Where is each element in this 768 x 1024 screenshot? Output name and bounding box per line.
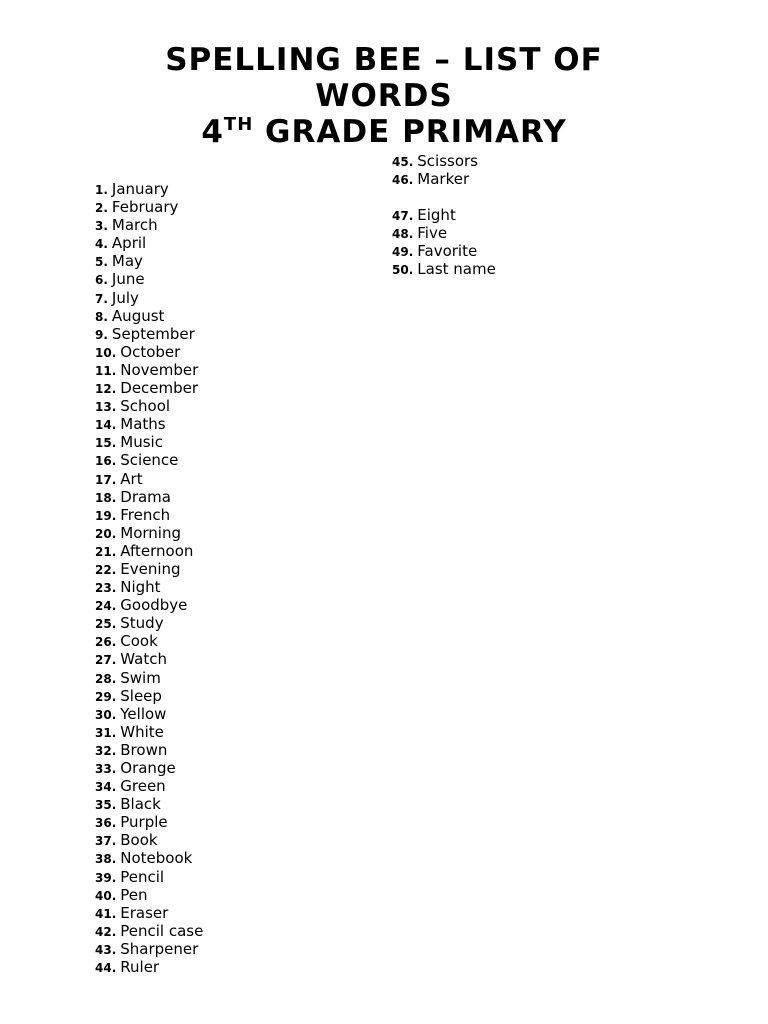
- item-number: 33.: [95, 762, 117, 776]
- list-item: [95, 343, 203, 361]
- list-item: [392, 206, 496, 224]
- item-number: 26.: [95, 635, 117, 650]
- list-item: [95, 723, 203, 741]
- item-word: Brown: [120, 740, 168, 759]
- item-word: Goodbye: [120, 596, 188, 615]
- title-line-2: WORDS: [315, 78, 453, 114]
- item-number: 18.: [95, 490, 117, 505]
- item-word: Orange: [120, 759, 176, 777]
- item-word: Black: [120, 795, 161, 814]
- item-word: February: [111, 198, 179, 217]
- title-line-3: [0, 114, 768, 150]
- item-number: 23.: [95, 581, 117, 596]
- word-list-right: [392, 152, 496, 279]
- list-item: [95, 813, 203, 831]
- item-word: January: [111, 180, 169, 198]
- list-item: [95, 849, 203, 867]
- item-word: December: [120, 379, 199, 398]
- item-number: 46.: [392, 173, 414, 188]
- list-item: [95, 433, 203, 451]
- item-word: Last name: [417, 260, 496, 279]
- item-word: Scissors: [417, 152, 478, 170]
- item-number: 12.: [95, 382, 117, 397]
- list-item: [95, 777, 203, 795]
- item-number: 49.: [392, 245, 414, 260]
- item-word: School: [120, 397, 171, 416]
- item-word: White: [120, 722, 164, 741]
- item-number: 45.: [392, 155, 414, 169]
- item-word: Book: [120, 831, 158, 850]
- title-line-1: SPELLING BEE – LIST OF: [165, 42, 603, 78]
- item-number: 2.: [95, 201, 108, 216]
- list-item: [95, 307, 203, 325]
- list-item: [95, 270, 203, 288]
- item-number: 5.: [95, 255, 108, 270]
- item-word: Night: [120, 578, 161, 597]
- item-number: 3.: [95, 219, 108, 234]
- item-word: Sleep: [120, 686, 162, 705]
- item-number: 35.: [95, 798, 117, 813]
- item-word: Green: [120, 777, 166, 796]
- list-item: [95, 415, 203, 433]
- item-word: May: [111, 252, 143, 271]
- item-word: Favorite: [417, 242, 478, 261]
- item-word: Maths: [120, 415, 166, 434]
- item-number: 24.: [95, 599, 117, 614]
- list-item: [95, 940, 203, 958]
- item-word: Eight: [417, 206, 456, 225]
- item-word: November: [120, 360, 199, 379]
- item-number: 47.: [392, 209, 414, 224]
- item-number: 37.: [95, 834, 117, 849]
- item-number: 28.: [95, 671, 117, 686]
- item-number: 11.: [95, 363, 117, 378]
- item-word: Swim: [120, 668, 161, 687]
- list-item: [95, 506, 203, 524]
- item-word: July: [111, 288, 139, 307]
- word-group-2: [392, 206, 496, 278]
- list-item: [95, 614, 203, 632]
- list-item: [95, 886, 203, 904]
- item-word: Watch: [120, 650, 167, 669]
- item-number: 1.: [95, 183, 108, 197]
- list-item: [95, 795, 203, 813]
- page-title: [0, 42, 768, 150]
- item-number: 27.: [95, 653, 117, 668]
- item-word: Notebook: [120, 849, 193, 868]
- list-item: [95, 470, 203, 488]
- item-number: 10.: [95, 345, 117, 360]
- item-number: 21.: [95, 544, 117, 559]
- item-word: Morning: [120, 523, 181, 542]
- list-gap: [392, 188, 496, 206]
- list-item: [95, 922, 203, 940]
- item-word: Study: [120, 614, 164, 633]
- item-number: 16.: [95, 454, 117, 469]
- item-number: 48.: [392, 227, 414, 242]
- item-number: 30.: [95, 707, 117, 722]
- item-word: June: [111, 270, 145, 289]
- list-item: [95, 542, 203, 560]
- word-list-left: [95, 180, 203, 976]
- item-word: September: [111, 324, 195, 343]
- item-number: 9.: [95, 327, 108, 342]
- item-word: April: [111, 234, 147, 253]
- item-word: Pen: [120, 885, 148, 904]
- item-number: 22.: [95, 562, 117, 577]
- list-item: [95, 904, 203, 922]
- list-item: [95, 325, 203, 343]
- list-item: [95, 234, 203, 252]
- list-item: [95, 831, 203, 849]
- grade-number: 4: [201, 114, 224, 150]
- list-item: [95, 361, 203, 379]
- list-item: [392, 242, 496, 260]
- list-item: [95, 596, 203, 614]
- item-word: Eraser: [120, 903, 169, 922]
- item-number: 29.: [95, 689, 117, 704]
- item-number: 25.: [95, 617, 117, 632]
- list-item: [95, 379, 203, 397]
- item-number: 38.: [95, 852, 117, 867]
- item-word: March: [111, 216, 158, 235]
- item-word: October: [120, 342, 181, 361]
- item-word: Drama: [120, 487, 171, 506]
- grade-ordinal-suffix: TH: [223, 114, 254, 135]
- item-number: 13.: [95, 400, 117, 415]
- list-item: [95, 198, 203, 216]
- item-number: 31.: [95, 725, 117, 740]
- item-number: 44.: [95, 961, 117, 976]
- item-word: Five: [417, 224, 448, 243]
- item-word: Pencil case: [120, 921, 204, 940]
- list-item: [95, 252, 203, 270]
- item-number: 8.: [95, 309, 108, 324]
- item-number: 32.: [95, 743, 117, 758]
- item-word: Science: [120, 451, 179, 470]
- list-item: [392, 170, 496, 188]
- item-word: Ruler: [120, 958, 160, 977]
- item-number: 40.: [95, 888, 117, 903]
- grade-label: GRADE PRIMARY: [253, 114, 567, 150]
- list-item: [95, 669, 203, 687]
- list-item: [95, 650, 203, 668]
- item-number: 14.: [95, 418, 117, 433]
- list-item: [392, 152, 496, 170]
- list-item: [95, 451, 203, 469]
- item-number: 19.: [95, 508, 117, 523]
- list-item: [95, 868, 203, 886]
- item-number: 43.: [95, 942, 117, 957]
- item-number: 4.: [95, 237, 108, 252]
- item-word: Music: [120, 433, 163, 452]
- item-word: French: [120, 505, 171, 524]
- list-item: [95, 632, 203, 650]
- list-item: [95, 705, 203, 723]
- list-item: [95, 289, 203, 307]
- list-item: [95, 687, 203, 705]
- item-word: August: [111, 306, 165, 325]
- list-item: [392, 224, 496, 242]
- list-item: [95, 759, 203, 777]
- item-number: 6.: [95, 273, 108, 288]
- list-item: [95, 958, 203, 976]
- item-word: Cook: [120, 632, 158, 651]
- item-word: Art: [120, 469, 143, 488]
- item-number: 41.: [95, 906, 117, 921]
- item-word: Marker: [417, 170, 470, 189]
- item-number: 39.: [95, 870, 117, 885]
- item-word: Pencil: [120, 867, 165, 886]
- list-item: [95, 397, 203, 415]
- list-item: [95, 578, 203, 596]
- item-word: Sharpener: [120, 939, 199, 958]
- list-item: [95, 524, 203, 542]
- item-number: 42.: [95, 924, 117, 939]
- word-group-1: [392, 152, 496, 188]
- item-number: 34.: [95, 780, 117, 795]
- list-item: [95, 560, 203, 578]
- list-item: [95, 741, 203, 759]
- item-number: 20.: [95, 526, 117, 541]
- list-item: [95, 216, 203, 234]
- item-number: 50.: [392, 263, 414, 278]
- item-number: 15.: [95, 436, 117, 451]
- item-number: 36.: [95, 816, 117, 831]
- item-word: Yellow: [120, 704, 167, 723]
- item-word: Purple: [120, 813, 168, 832]
- item-number: 17.: [95, 472, 117, 487]
- item-word: Evening: [120, 559, 181, 578]
- list-item: [392, 260, 496, 278]
- item-number: 7.: [95, 291, 108, 306]
- list-item: [95, 180, 203, 198]
- list-item: [95, 488, 203, 506]
- item-word: Afternoon: [120, 541, 194, 560]
